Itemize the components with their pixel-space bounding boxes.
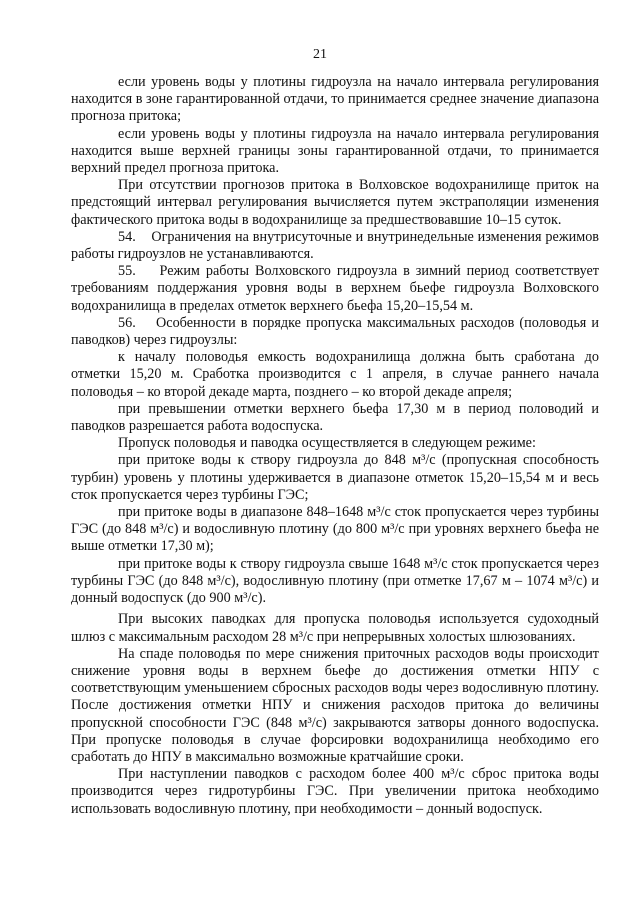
paragraph-item-56: 56. Особенности в порядке пропуска максимальных расходов (половодья и паводков) через гидроузлы: xyxy=(71,314,599,349)
paragraph: если уровень воды у плотины гидроузла на начало интервала регулирования находится выше верхней границы зоны гарантированной отдачи, то принимается верхний предел прогноза притока. xyxy=(71,125,599,177)
paragraph: при превышении отметки верхнего бьефа 17,30 м в период половодий и паводков разрешается работа водоспуска. xyxy=(71,400,599,435)
paragraph: к началу половодья емкость водохранилища должна быть сработана до отметки 15,20 м. Сработка производится с 1 апреля, в случае раннего начала половодья – ко второй декаде марта, позднего – ко второй декаде апреля; xyxy=(71,349,599,400)
paragraph: если уровень воды у плотины гидроузла на начало интервала регулирования находится в зоне гарантированной отдачи, то принимается среднее значение диапазона прогноза притока; xyxy=(71,74,599,125)
paragraph: При наступлении паводков с расходом более 400 м³/с сброс притока воды производится через гидротурбины ГЭС. При увеличении притока необходимо использовать водосливную плотину, при необходимости – донный водоспуск. xyxy=(71,766,599,817)
paragraph: при притоке воды к створу гидроузла свыше 1648 м³/с сток пропускается через турбины ГЭС (до 848 м³/с), водосливную плотину (при отметке 17,67 м – 1074 м³/с) и донный водоспуск (до 900 м³/с). xyxy=(71,555,599,607)
paragraph: При отсутствии прогнозов притока в Волховское водохранилище приток на предстоящий интервал регулирования вычисляется путем экстраполяции изменения фактического притока воды в водохранилище за предшествовавшие 10–15 суток. xyxy=(71,177,599,228)
paragraph-item-54: 54. Ограничения на внутрисуточные и внутринедельные изменения режимов работы гидроузлов не устанавливаются. xyxy=(71,228,599,263)
paragraph: при притоке воды в диапазоне 848–1648 м³/с сток пропускается через турбины ГЭС (до 848 м³/с) и водосливную плотину (до 800 м³/с при уровнях верхнего бьефа не выше отметки 17,30 м); xyxy=(71,504,599,555)
paragraph: при притоке воды к створу гидроузла до 848 м³/с (пропускная способность турбин) уровень у плотины удерживается в диапазоне отметок 15,20–15,54 м и весь сток пропускается через турбины ГЭС; xyxy=(71,452,599,503)
paragraph-item-55: 55. Режим работы Волховского гидроузла в зимний период соответствует требованиям поддержания уровня воды в верхнем бьефе гидроузла Волховского водохранилища в пределах отметок верхнего бьефа 15,20–15,54 м. xyxy=(71,263,599,314)
body-text xyxy=(71,74,599,818)
page-number: 21 xyxy=(313,47,327,62)
paragraph: Пропуск половодья и паводка осуществляется в следующем режиме: xyxy=(118,435,536,452)
paragraph: При высоких паводках для пропуска половодья используется судоходный шлюз с максимальным расходом 28 м³/с при непрерывных холостых шлюзованиях. xyxy=(71,611,599,645)
paragraph: На спаде половодья по мере снижения приточных расходов воды происходит снижение уровня воды в верхнем бьефе до достижения отметки НПУ с соответствующим уменьшением сбросных расходов воды через водосливную плотину. После достижения отметки НПУ и снижения расходов притока до величины пропускной способности ГЭС (848 м³/с) закрываются затворы донного водоспуска. При пропуске половодья в случае форсировки водохранилища необходимо его сработать до НПУ в максимально возможные кратчайшие сроки. xyxy=(71,645,599,765)
